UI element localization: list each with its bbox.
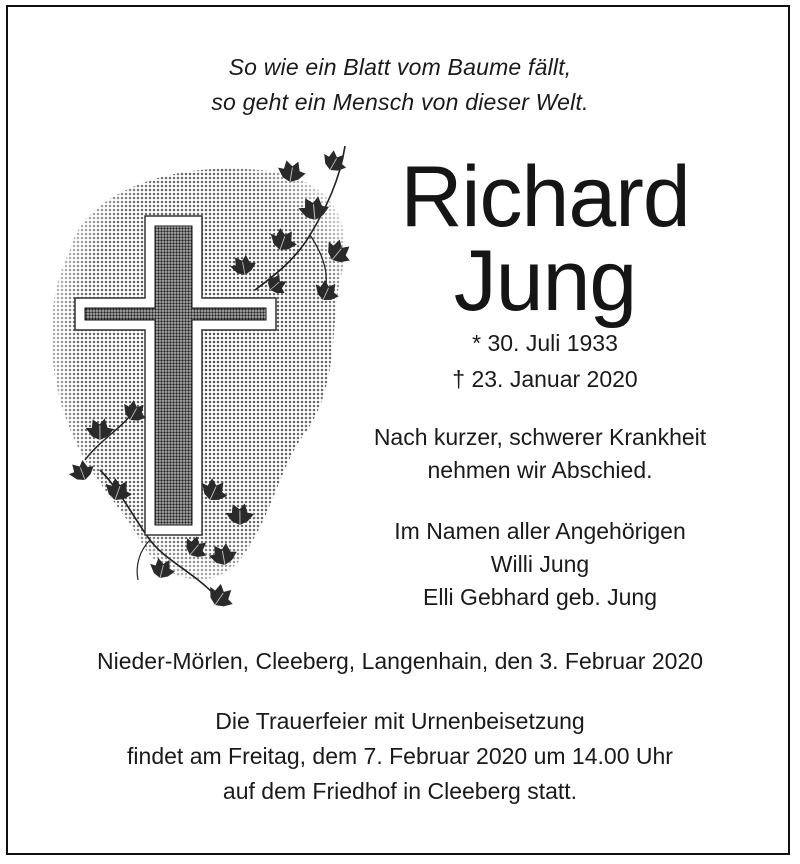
farewell-line-1: Nach kurzer, schwerer Krankheit (373, 424, 707, 450)
signers-block (330, 515, 750, 614)
deceased-first-name: Richard (400, 149, 690, 245)
funeral-service-info (0, 704, 800, 809)
deceased-last-name: Jung (453, 233, 637, 329)
birth-date: * 30. Juli 1933 (472, 330, 618, 356)
service-line-2: findet am Freitag, dem 7. Februar 2020 um 14.00 Uhr (127, 743, 673, 769)
signer-name: Willi Jung (490, 551, 590, 577)
motto-verse (0, 50, 800, 120)
motto-line-1: So wie ein Blatt vom Baume fällt, (228, 54, 572, 80)
life-dates (380, 325, 710, 397)
farewell-text (330, 421, 750, 487)
signer-name: Elli Gebhard geb. Jung (423, 584, 657, 610)
place-and-date: Nieder-Mörlen, Cleeberg, Langenhain, den 3. Februar 2020 (96, 648, 704, 674)
farewell-line-2: nehmen wir Abschied. (427, 457, 653, 483)
service-line-1: Die Trauerfeier mit Urnenbeisetzung (215, 708, 585, 734)
signers-intro: Im Namen aller Angehörigen (394, 518, 686, 544)
death-date: † 23. Januar 2020 (452, 366, 638, 392)
motto-line-2: so geht ein Mensch von dieser Welt. (211, 89, 589, 115)
cross-with-ivy-icon (40, 140, 370, 620)
deceased-name (380, 149, 710, 329)
service-line-3: auf dem Friedhof in Cleeberg statt. (222, 778, 578, 804)
